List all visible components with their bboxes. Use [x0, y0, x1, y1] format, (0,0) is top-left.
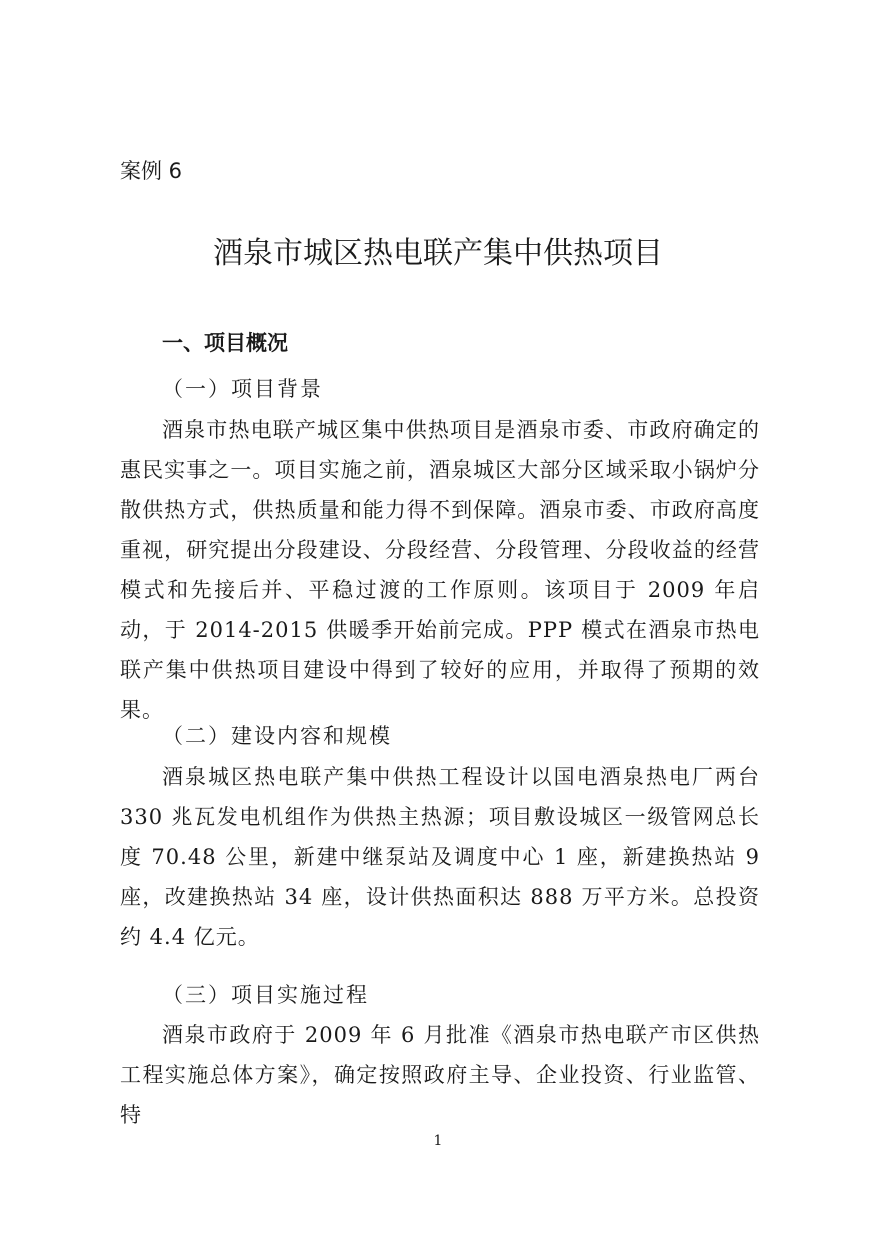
subsection-heading-construction: （二）建设内容和规模: [162, 724, 392, 748]
paragraph-construction: 酒泉城区热电联产集中供热工程设计以国电酒泉热电厂两台 330 兆瓦发电机组作为供热主热源；项目敷设城区一级管网总长度 70.48 公里，新建中继泵站及调度中心 1 座，新建换热站 9 座，改建换热站 34 座，设计供热面积达 888 万平方米。总投资约 4.4 亿元。: [120, 765, 760, 949]
paragraph-background: 酒泉市热电联产城区集中供热项目是酒泉市委、市政府确定的惠民实事之一。项目实施之前，酒泉城区大部分区域采取小锅炉分散供热方式，供热质量和能力得不到保障。酒泉市委、市政府高度重视，研究提出分段建设、分段经营、分段管理、分段收益的经营模式和先接后并、平稳过渡的工作原则。该项目于 2009 年启动，于 2014-2015 供暖季开始前完成。PPP 模式在酒泉市热电联产集中供热项目建设中得到了较好的应用，并取得了预期的效果。: [120, 418, 760, 722]
case-label: 案例 6: [120, 159, 183, 183]
paragraph-implementation: 酒泉市政府于 2009 年 6 月批准《酒泉市热电联产市区供热工程实施总体方案》，确定按照政府主导、企业投资、行业监管、特: [120, 1023, 760, 1127]
page-number: 1: [433, 1133, 443, 1149]
subsection-heading-implementation: （三）项目实施过程: [162, 983, 369, 1007]
subsection-heading-background: （一）项目背景: [162, 377, 323, 401]
document-title: 酒泉市城区热电联产集中供热项目: [213, 236, 663, 271]
section-heading-overview: 一、项目概况: [162, 331, 288, 355]
